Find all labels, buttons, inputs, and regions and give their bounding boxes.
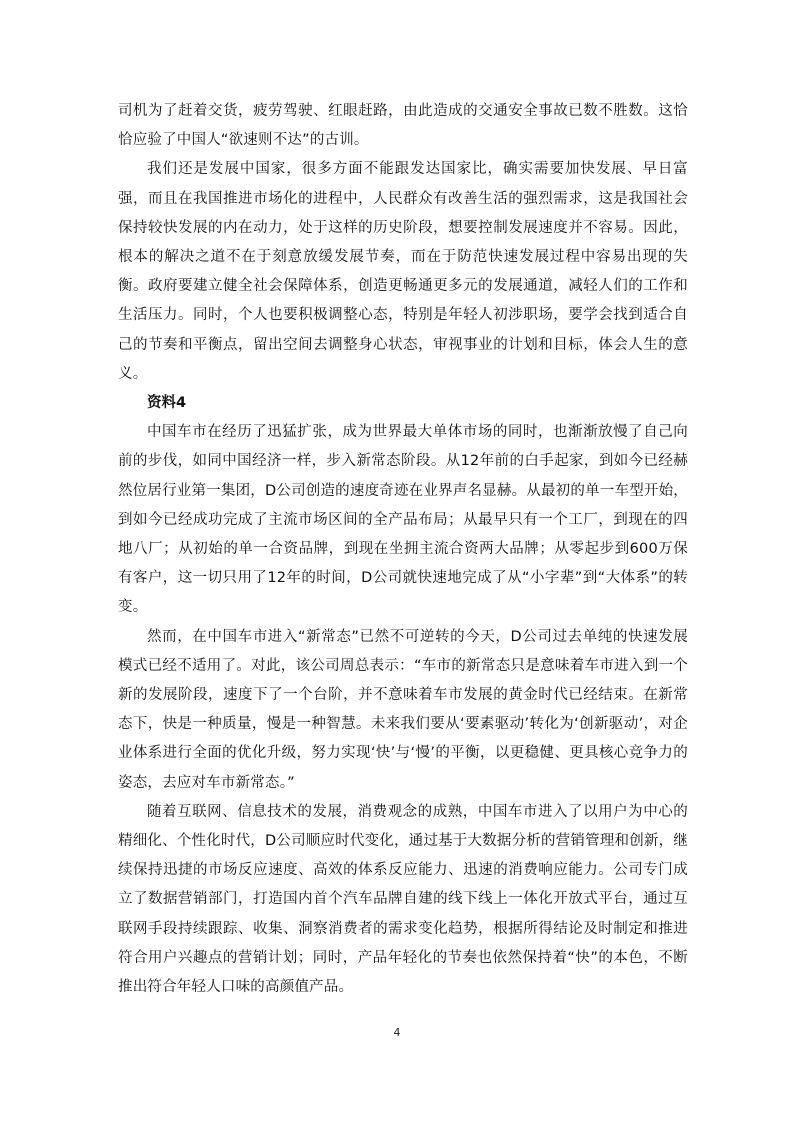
- paragraph-development: 我们还是发展中国家，很多方面不能跟发达国家比，确实需要加快发展、早日富强，而且在我国推进市场化的进程中，人民群众有改善生活的强烈需求，这是我国社会保持较快发展的内在动力，处于这样的历史阶段，想要控制发展速度并不容易。因此，根本的解决之道不在于刻意放缓发展节奏，而在于防范快速发展过程中容易出现的失衡。政府要建立健全社会保障体系，创造更畅通更多元的发展通道，减轻人们的工作和生活压力。同时，个人也要积极调整心态，特别是年轻人初涉职场，要学会找到适合自己的节奏和平衡点，留出空间去调整身心状态，审视事业的计划和目标，体会人生的意义。: [118, 161, 688, 382]
- section-heading-material-4: 资料4: [147, 395, 187, 412]
- page-number: 4: [393, 1026, 401, 1039]
- paragraph-internet-marketing: 随着互联网、信息技术的发展，消费观念的成熟，中国车市进入了以用户为中心的精细化、个性化时代，D公司顺应时代变化，通过基于大数据分析的营销管理和创新，继续保持迅捷的市场反应速度、高效的体系反应能力、迅速的消费响应能力。公司专门成立了数据营销部门，打造国内首个汽车品牌自建的线下线上一体化开放式平台，通过互联网手段持续跟踪、收集、洞察消费者的需求变化趋势，根据所得结论及时制定和推进符合用户兴趣点的营销计划；同时，产品年轻化的节奏也依然保持着“快”的本色，不断推出符合年轻人口味的高颜值产品。: [118, 803, 688, 996]
- paragraph-continuation: 司机为了赶着交货，疲劳驾驶、红眼赶路，由此造成的交通安全事故已数不胜数。这恰恰应验了中国人“欲速则不达”的古训。: [118, 103, 688, 149]
- body-text: [118, 97, 688, 1002]
- paragraph-car-market: 中国车市在经历了迅猛扩张，成为世界最大单体市场的同时，也渐渐放慢了自己向前的步伐，如同中国经济一样，步入新常态阶段。从12年前的白手起家，到如今已经赫然位居行业第一集团，D公司创造的速度奇迹在业界声名显赫。从最初的单一车型开始，到如今已经成功完成了主流市场区间的全产品布局；从最早只有一个工厂，到现在的四地八厂；从初始的单一合资品牌，到现在坐拥主流合资两大品牌；从零起步到600万保有客户，这一切只用了12年的时间，D公司就快速地完成了从“小字辈”到“大体系”的转变。: [118, 424, 688, 616]
- paragraph-new-normal: 然而，在中国车市进入“新常态”已然不可逆转的今天，D公司过去单纯的快速发展模式已经不适用了。对此，该公司周总表示：“车市的新常态只是意味着车市进入到一个新的发展阶段，速度下了一个台阶，并不意味着车市发展的黄金时代已经结束。在新常态下，快是一种质量，慢是一种智慧。未来我们要从‘要素驱动’转化为‘创新驱动’，对企业体系进行全面的优化升级，努力实现‘快’与‘慢’的平衡，以更稳健、更具核心竞争力的姿态，去应对车市新常态。”: [118, 628, 688, 791]
